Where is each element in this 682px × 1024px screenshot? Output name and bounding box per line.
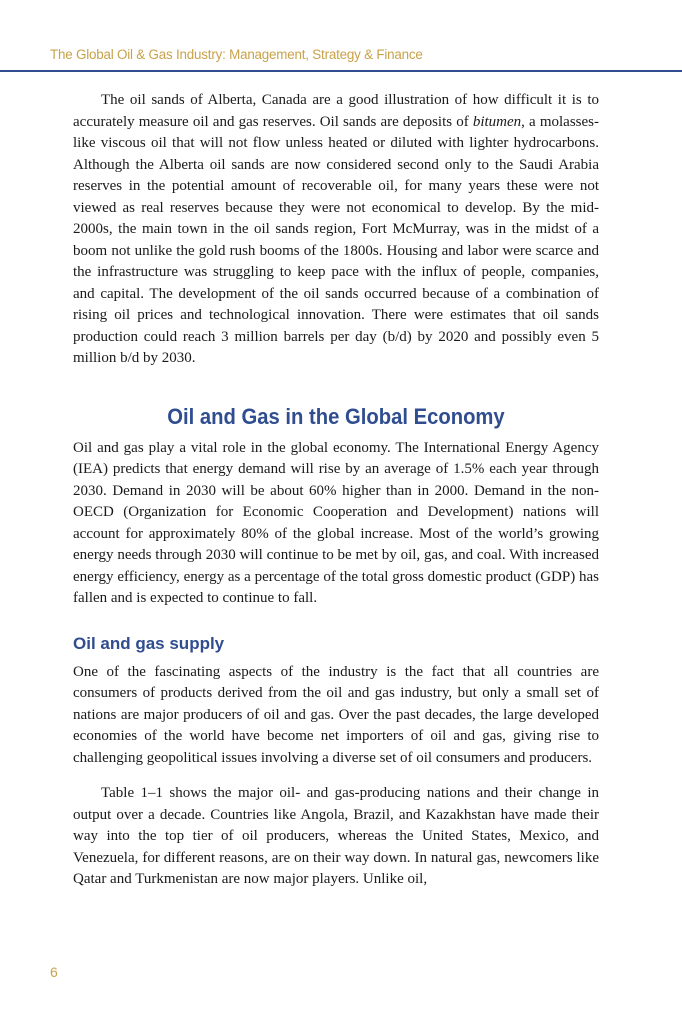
intro-text-b: , a molasses-like viscous oil that will not flow unless heated or diluted with lighter hydrocarbons. Although the Alberta oil sands are now considered second only to the Saudi Arabia reserves in the potential amount of recoverable oil, for many years these were not viewed as real reserves because they were not economical to develop. By the mid-2000s, the main town in the oil sands region, Fort McMurray, was in the midst of a boom not unlike the gold rush booms of the 1800s. Housing and labor were scarce and the infrastructure was struggling to keep pace with the influx of people, companies, and capital. The development of the oil sands occurred because of a combination of rising oil prices and technological innovation. There were estimates that oil sands production could reach 3 million barrels per day (b/d) by 2020 and possibly even 5 million b/d by 2030. [73, 113, 599, 366]
section-paragraph: Oil and gas play a vital role in the global economy. The International Energy Agency (IEA) predicts that energy demand will rise by an average of 1.5% each year through 2030. Demand in 2030 will be about 60% higher than in 2000. Demand in the non-OECD (Organization for Economic Cooperation and Development) nations will account for approximately 80% of the global increase. Most of the world’s growing energy needs through 2030 will continue to be met by oil, gas, and coal. With increased energy efficiency, energy as a percentage of the total gross domestic product (GDP) has fallen and is expected to continue to fall. [73, 439, 599, 606]
intro-text-a: The oil sands of Alberta, Canada are a good illustration of how difficult it is to accurately measure oil and gas reserves. Oil sands are deposits of [73, 92, 599, 130]
supply-paragraph-2: Table 1–1 shows the major oil- and gas-producing nations and their change in output over a decade. Countries like Angola, Brazil, and Kazakhstan have made their way into the top tier of oil producers, whereas the United States, Mexico, and Venezuela, for different reasons, are on their way down. In natural gas, newcomers like Qatar and Turkmenistan are now major players. Unlike oil, [73, 785, 599, 887]
header-rule [0, 70, 682, 72]
running-head-title: The Global Oil & Gas Industry: Management, Strategy & Finance [50, 47, 423, 62]
paragraph-spacer [73, 769, 599, 783]
page-body [73, 90, 599, 891]
page-number: 6 [50, 964, 58, 980]
intro-italic-term: bitumen [472, 113, 522, 130]
intro-paragraph [73, 90, 599, 370]
section-heading: Oil and Gas in the Global Economy [167, 403, 505, 429]
supply-paragraph-1: One of the fascinating aspects of the industry is the fact that all countries are consumers of products derived from the oil and gas industry, but only a small set of nations are major producers of oil and gas. Over the past decades, the large developed economies of the world have become net importers of oil and gas, giving rise to challenging geopolitical issues involving a diverse set of oil consumers and producers. [73, 663, 599, 766]
section-spacer [73, 370, 599, 402]
subsection-heading: Oil and gas supply [73, 633, 225, 653]
